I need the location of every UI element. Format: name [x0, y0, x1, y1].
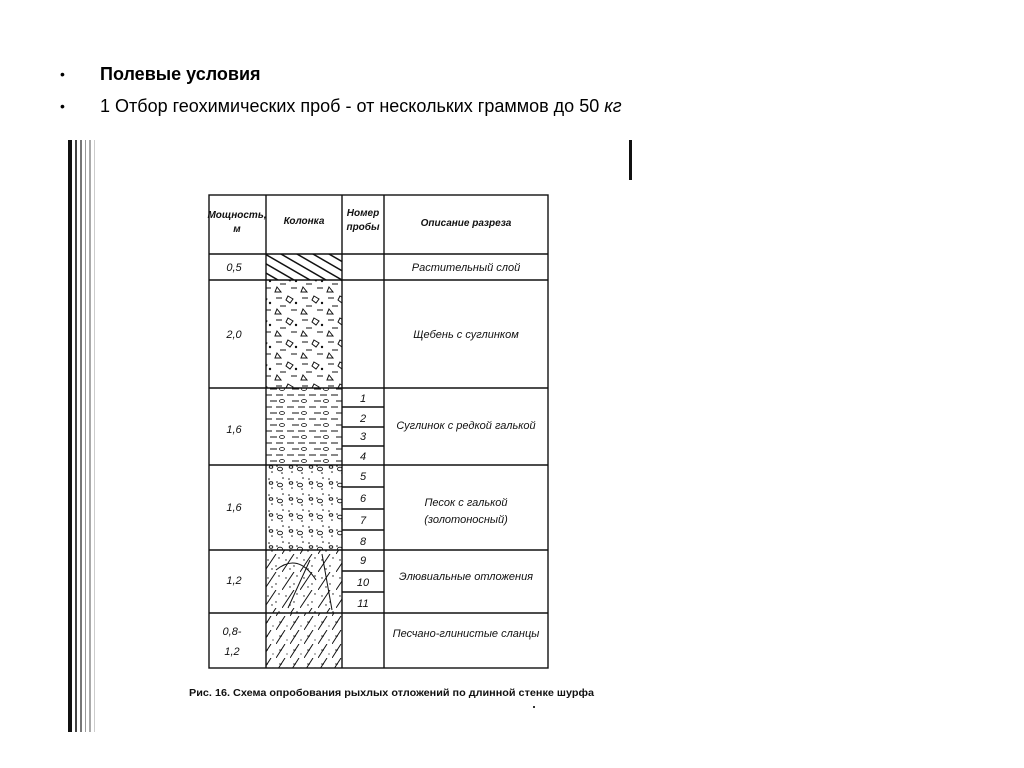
layer-description: Растительный слой — [411, 262, 521, 274]
sample-number: 8 — [359, 536, 367, 548]
thickness-value: 1,6 — [226, 424, 242, 436]
sample-number: 9 — [359, 555, 367, 567]
stratum-fill-shale — [266, 613, 342, 668]
header-thickness: Мощность, — [207, 210, 267, 221]
stratum-fill-soil — [266, 254, 342, 280]
scan-edge-mark — [629, 140, 632, 180]
sample-number: 6 — [359, 493, 367, 505]
layer-description: Песчано-глинистые сланцы — [392, 628, 540, 640]
stratum-fill-rubble — [266, 280, 342, 388]
stratum-fill-sand — [266, 465, 342, 550]
header-sample-number-2: пробы — [346, 222, 380, 233]
header-description: Описание разреза — [420, 218, 512, 229]
scan-edge-line — [85, 140, 86, 732]
scan-speck — [533, 706, 535, 708]
sample-number: 1 — [359, 393, 367, 405]
sample-number: 5 — [359, 471, 367, 483]
layer-description: Щебень с суглинком — [413, 329, 519, 341]
thickness-value: 0,5 — [226, 262, 242, 274]
bullet-marker: • — [60, 98, 65, 114]
bullet-text-main: 1 Отбор геохимических проб - от нескольких граммов до 50 — [100, 96, 605, 116]
scanned-figure — [66, 140, 636, 732]
thickness-value: 1,6 — [226, 502, 242, 514]
bullet-text: Полевые условия — [100, 64, 261, 84]
sample-number: 7 — [359, 515, 367, 527]
layer-description: Элювиальные отложения — [398, 571, 534, 583]
figure-caption: Рис. 16. Схема опробования рыхлых отложений по длинной стенке шурфа — [189, 688, 563, 699]
scan-edge-line — [75, 140, 77, 732]
thickness-value: 1,2 — [224, 646, 240, 658]
thickness-value: 1,2 — [226, 575, 242, 587]
bullet-text — [100, 92, 622, 120]
thickness-value: 0,8- — [222, 626, 242, 638]
sample-number: 10 — [356, 577, 370, 589]
scan-edge-line — [80, 140, 82, 732]
sample-number: 2 — [359, 413, 367, 425]
layer-description: Песок с галькой — [424, 497, 508, 509]
sample-number: 3 — [359, 431, 367, 443]
stratum-fill-loam — [266, 388, 342, 465]
layer-description: (золотоносный) — [424, 514, 508, 526]
thickness-value: 2,0 — [226, 329, 242, 341]
header-column: Колонка — [283, 216, 325, 227]
sample-number: 11 — [357, 598, 369, 610]
scan-edge-line — [89, 140, 91, 732]
bullet-marker: • — [60, 66, 65, 82]
sample-number: 4 — [359, 451, 367, 463]
bullet-text-unit: кг — [604, 96, 622, 116]
scan-edge-line — [94, 140, 95, 732]
layer-description: Суглинок с редкой галькой — [396, 420, 536, 432]
header-thickness-unit: м — [233, 224, 241, 235]
header-sample-number: Номер — [346, 208, 380, 219]
scan-edge-line — [68, 140, 72, 732]
